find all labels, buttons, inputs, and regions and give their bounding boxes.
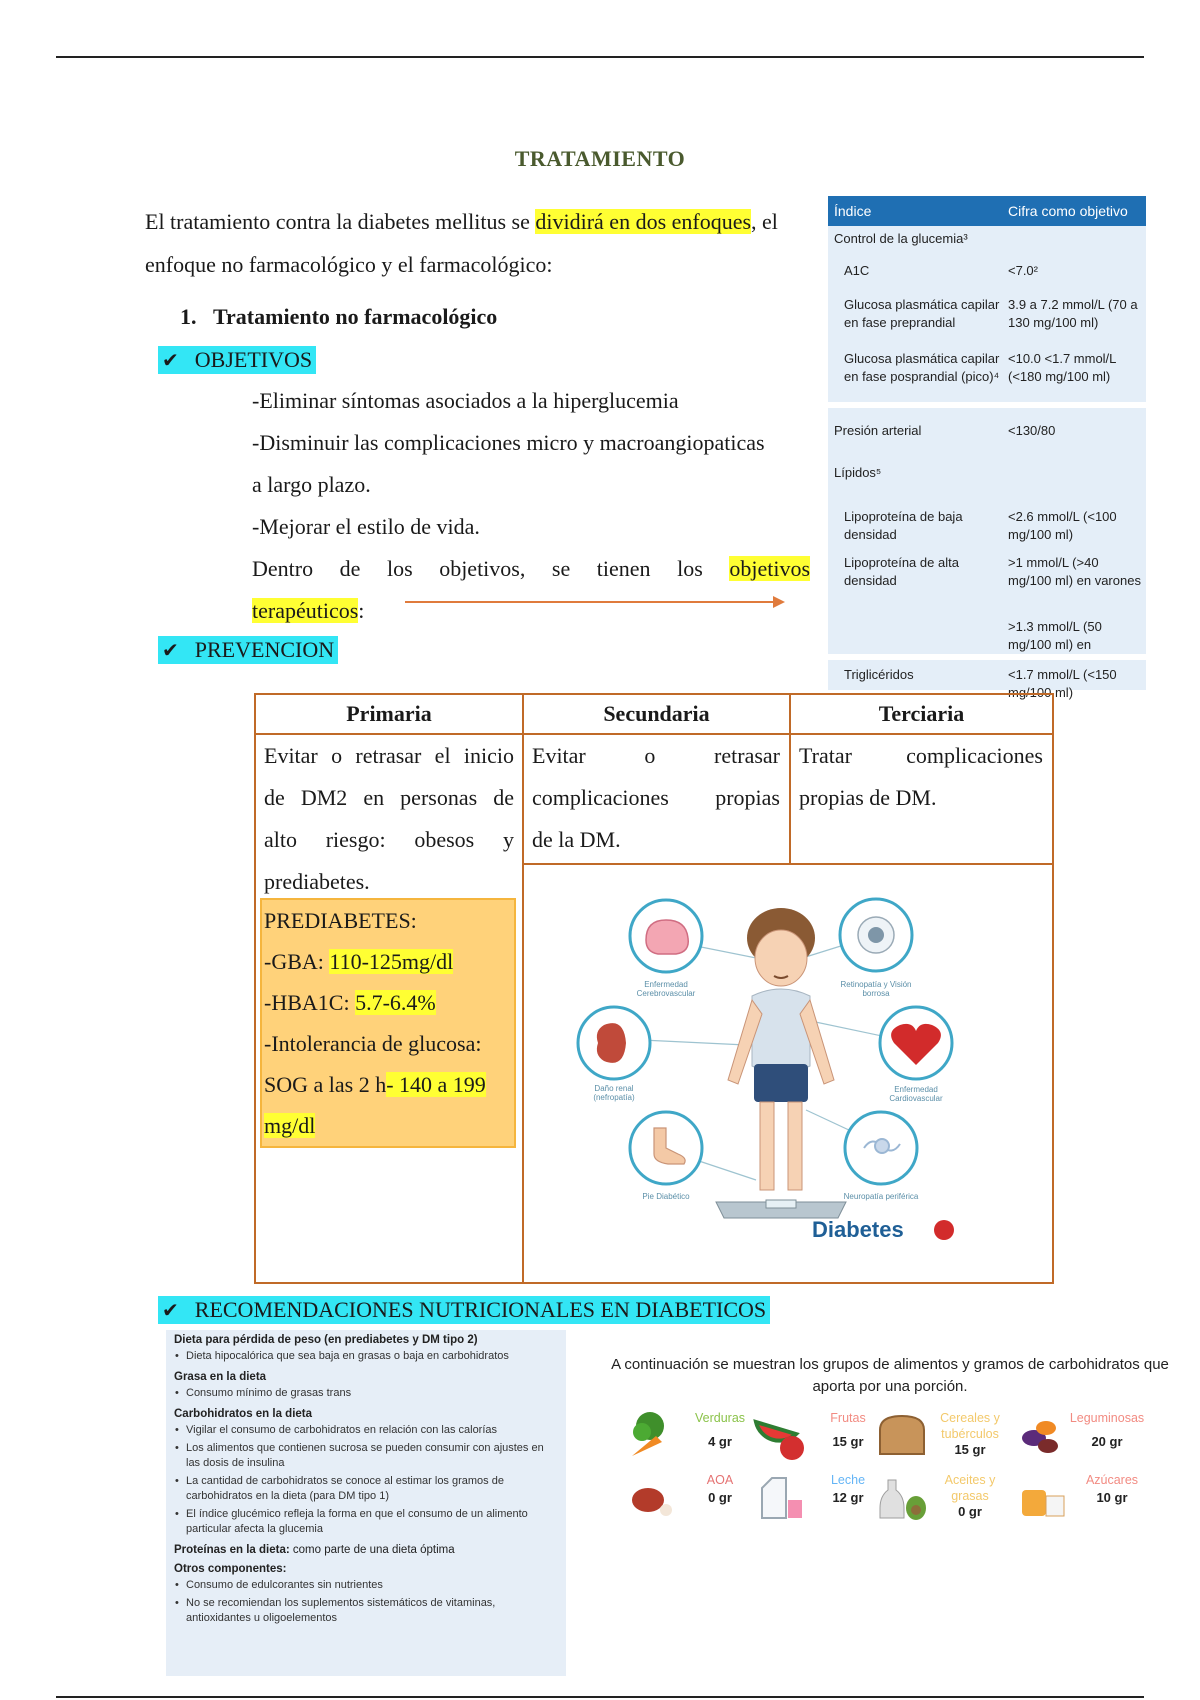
- food-group-grams: 10 gr: [1096, 1490, 1128, 1505]
- food-group-grams: 4 gr: [708, 1434, 732, 1449]
- prediabetes-box: [260, 898, 516, 1148]
- target-row-label: Lípidos⁵: [834, 465, 882, 480]
- target-row-label: Triglicéridos: [844, 667, 914, 682]
- food-groups-intro: A continuación se muestran los grupos de alimentos y gramos de carbohidratos que aporta por una porción.: [611, 1356, 1169, 1395]
- bottom-rule: [56, 1696, 1144, 1698]
- food-group-grams: 15 gr: [832, 1434, 864, 1449]
- proteinas-title: Proteínas en la dieta:: [174, 1544, 290, 1556]
- targets-block-glucemia: [828, 226, 1146, 402]
- nutri-item: • La cantidad de carbohidratos se conoce al estimar los gramos de carbohidratos en la dieta (para DM tipo 1): [174, 1474, 558, 1504]
- nutricion-heading: [158, 1296, 770, 1324]
- intro-highlight: dividirá en dos enfoques: [535, 209, 752, 234]
- target-row-label: Glucosa plasmática capilar en fase preprandial: [844, 297, 1000, 330]
- header-terciaria: Terciaria: [878, 701, 965, 726]
- complications-figure: [566, 880, 994, 1240]
- section-number: 1.: [180, 304, 197, 329]
- target-row-value: <10.0 <1.7 mmol/L (<180 mg/100 ml): [1008, 351, 1116, 384]
- caption-brain: Enfermedad Cerebrovascular: [636, 980, 696, 998]
- food-group-name: Aceites y grasas: [944, 1473, 996, 1503]
- hba-value: 5.7-6.4%: [355, 990, 436, 1015]
- objetivos-label: OBJETIVOS: [194, 347, 313, 372]
- target-row-value: >1.3 mmol/L (50 mg/100 ml) en: [1008, 619, 1102, 652]
- arrow-right-icon: [405, 595, 785, 609]
- prediabetes-gba: [264, 941, 514, 982]
- nutri-item: • Dieta hipocalórica que sea baja en grasas o baja en carbohidratos: [174, 1349, 558, 1364]
- nutri-heading: Otros componentes:: [174, 1563, 287, 1575]
- prediabetes-hba: [264, 982, 514, 1023]
- food-group-grams: 20 gr: [1091, 1434, 1123, 1449]
- nutri-heading: Grasa en la dieta: [174, 1371, 267, 1383]
- prediabetes-intolerancia: -Intolerancia de glucosa:: [264, 1031, 482, 1056]
- sog-label: SOG a las 2 h: [264, 1072, 387, 1097]
- section-label: Tratamiento no farmacológico: [213, 304, 498, 329]
- proteinas-inline: como parte de una dieta óptima: [292, 1544, 455, 1556]
- nutri-item: • Vigilar el consumo de carbohidratos en relación con las calorías: [174, 1423, 558, 1438]
- food-group-name: Verduras: [694, 1411, 746, 1425]
- terapeuticos-pre: Dentro de los objetivos, se tienen los: [252, 556, 703, 581]
- target-row-label: Lipoproteína de baja densidad: [844, 509, 963, 542]
- header-secundaria: Secundaria: [603, 701, 710, 726]
- nutri-heading: Carbohidratos en la dieta: [174, 1408, 313, 1420]
- terapeuticos-hl-1: objetivos: [729, 556, 811, 581]
- target-row-value: 3.9 a 7.2 mmol/L (70 a 130 mg/100 ml): [1008, 297, 1138, 330]
- food-group-frutas: [752, 1404, 888, 1474]
- terapeuticos-line: [252, 548, 810, 590]
- gba-value: 110-125mg/dl: [329, 949, 454, 974]
- logo-text: Diabetes: [812, 1217, 904, 1240]
- terciaria-line: Tratar complicaciones: [799, 743, 1043, 768]
- objetivo-item: -Disminuir las complicaciones micro y macroangiopaticas: [252, 430, 765, 455]
- intro-pre: El tratamiento contra la diabetes mellitus se: [145, 209, 536, 234]
- nutri-item: • Consumo mínimo de grasas trans: [174, 1386, 558, 1401]
- cell-terciaria: [799, 735, 1043, 819]
- target-row-value: <1.7 mmol/L (<150 mg/100 ml): [1008, 667, 1117, 700]
- nutri-heading: Dieta para pérdida de peso (en prediabetes y DM tipo 2): [174, 1334, 478, 1346]
- vegetables-icon: [624, 1408, 680, 1464]
- secundaria-line: de la DM.: [532, 827, 621, 852]
- objetivo-item: a largo plazo.: [252, 472, 371, 497]
- gba-label: -GBA:: [264, 949, 330, 974]
- nutri-item: • No se recomiendan los suplementos sistemáticos de vitaminas, antioxidantes u oligoelementos: [174, 1596, 558, 1626]
- targets-header: [828, 196, 1146, 226]
- fruits-icon: [752, 1408, 808, 1464]
- nutrition-recommendations-panel: [166, 1330, 566, 1676]
- food-group-leche: [752, 1466, 888, 1536]
- section-heading-no-farmacologico: [180, 304, 497, 330]
- target-row-label: A1C: [844, 263, 870, 278]
- sugar-icon: [1016, 1470, 1072, 1526]
- intro-paragraph: [145, 200, 813, 286]
- check-icon: ✔: [162, 638, 179, 662]
- check-icon: ✔: [162, 1298, 179, 1322]
- terapeuticos-hl-2: terapéuticos: [252, 598, 359, 623]
- target-row-label: Presión arterial: [834, 423, 922, 438]
- food-group-verduras: [624, 1404, 760, 1474]
- person-illustration: [566, 880, 994, 1240]
- intro-post: , el enfoque no farmacológico y el farmacológico:: [145, 209, 778, 277]
- target-row-value: <7.0²: [1008, 263, 1038, 278]
- targets-col1: Índice: [834, 203, 872, 219]
- terciaria-line: propias de DM.: [799, 785, 937, 810]
- meat-icon: [624, 1470, 680, 1526]
- food-group-name: Leguminosas: [1069, 1411, 1145, 1425]
- objetivos-heading: [158, 346, 316, 374]
- nutri-item: • Los alimentos que contienen sucrosa se pueden consumir con ajustes en las dosis de insulina: [174, 1441, 558, 1471]
- prediabetes-sog: [264, 1064, 514, 1105]
- prediabetes-unit: [264, 1105, 514, 1146]
- glycemic-targets-table: [828, 196, 1146, 700]
- cell-primaria: [264, 735, 514, 903]
- food-group-name: Frutas: [830, 1411, 866, 1425]
- target-row-label: Control de la glucemia³: [834, 231, 968, 246]
- food-group-grams: 15 gr: [954, 1442, 986, 1457]
- targets-block-presion-lipidos: [828, 408, 1146, 654]
- top-rule: [56, 56, 1144, 58]
- nutri-item: • El índice glucémico refleja la forma en que el consumo de un alimento particular afecta la glucemia: [174, 1507, 558, 1537]
- target-row-value: >1 mmol/L (>40 mg/100 ml) en varones: [1008, 555, 1141, 588]
- check-icon: ✔: [162, 348, 179, 372]
- food-group-aoa: [624, 1466, 760, 1536]
- caption-nerve: Neuropatía periférica: [843, 1192, 919, 1201]
- food-group-leguminosas: [1016, 1404, 1152, 1474]
- targets-col2: Cifra como objetivo: [1008, 203, 1128, 219]
- primaria-line: alto riesgo: obesos y: [264, 827, 514, 852]
- food-group-grams: 0 gr: [958, 1504, 982, 1519]
- nutricion-label: RECOMENDACIONES NUTRICIONALES EN DIABETICOS: [194, 1297, 767, 1322]
- food-group-aceites: [874, 1466, 1010, 1536]
- cell-secundaria: [532, 735, 780, 861]
- food-group-cereales: [874, 1404, 1010, 1474]
- food-group-name: Leche: [830, 1473, 866, 1487]
- header-primaria: Primaria: [346, 701, 432, 726]
- secundaria-line: complicaciones propias: [532, 785, 780, 810]
- bread-icon: [874, 1408, 930, 1464]
- caption-heart: Enfermedad Cardiovascular: [889, 1085, 943, 1103]
- caption-foot: Pie Diabético: [642, 1192, 690, 1201]
- sog-value: - 140 a 199: [386, 1072, 486, 1097]
- food-group-grams: 12 gr: [832, 1490, 864, 1505]
- prediabetes-title: PREDIABETES:: [264, 908, 417, 933]
- prevencion-heading: [158, 636, 338, 664]
- primaria-line: prediabetes.: [264, 869, 370, 894]
- milk-icon: [752, 1470, 808, 1526]
- nutri-heading-proteinas: [174, 1544, 558, 1556]
- hba-label: -HBA1C:: [264, 990, 356, 1015]
- terapeuticos-post: :: [358, 598, 365, 623]
- caption-eye: Retinopatía y Visión borrosa: [840, 980, 912, 998]
- oil-icon: [874, 1470, 930, 1526]
- food-group-grams: 0 gr: [708, 1490, 732, 1505]
- page-title: TRATAMIENTO: [514, 146, 686, 171]
- food-group-name: AOA: [706, 1473, 734, 1487]
- primaria-line: de DM2 en personas de: [264, 785, 514, 810]
- target-row-label: Glucosa plasmática capilar en fase posprandial (pico)⁴: [844, 351, 1000, 384]
- sog-unit: mg/dl: [264, 1113, 316, 1138]
- food-group-name: Azúcares: [1085, 1473, 1139, 1487]
- objetivo-item: -Eliminar síntomas asociados a la hiperglucemia: [252, 388, 679, 413]
- nutri-item: • Consumo de edulcorantes sin nutrientes: [174, 1578, 558, 1593]
- objetivo-item: -Mejorar el estilo de vida.: [252, 514, 480, 539]
- targets-block-trigliceridos: [828, 660, 1146, 700]
- primaria-line: Evitar o retrasar el inicio: [264, 743, 514, 768]
- target-row-value: <2.6 mmol/L (<100 mg/100 ml): [1008, 509, 1117, 542]
- caption-kidney: Daño renal (nefropatía): [593, 1084, 635, 1102]
- food-group-name: Cereales y tubérculos: [940, 1411, 1000, 1441]
- target-row-label: Lipoproteína de alta densidad: [844, 555, 959, 588]
- prevencion-label: PREVENCION: [194, 637, 335, 662]
- target-row-value: <130/80: [1008, 423, 1056, 438]
- food-group-azucares: [1016, 1466, 1152, 1536]
- secundaria-line: Evitar o retrasar: [532, 743, 780, 768]
